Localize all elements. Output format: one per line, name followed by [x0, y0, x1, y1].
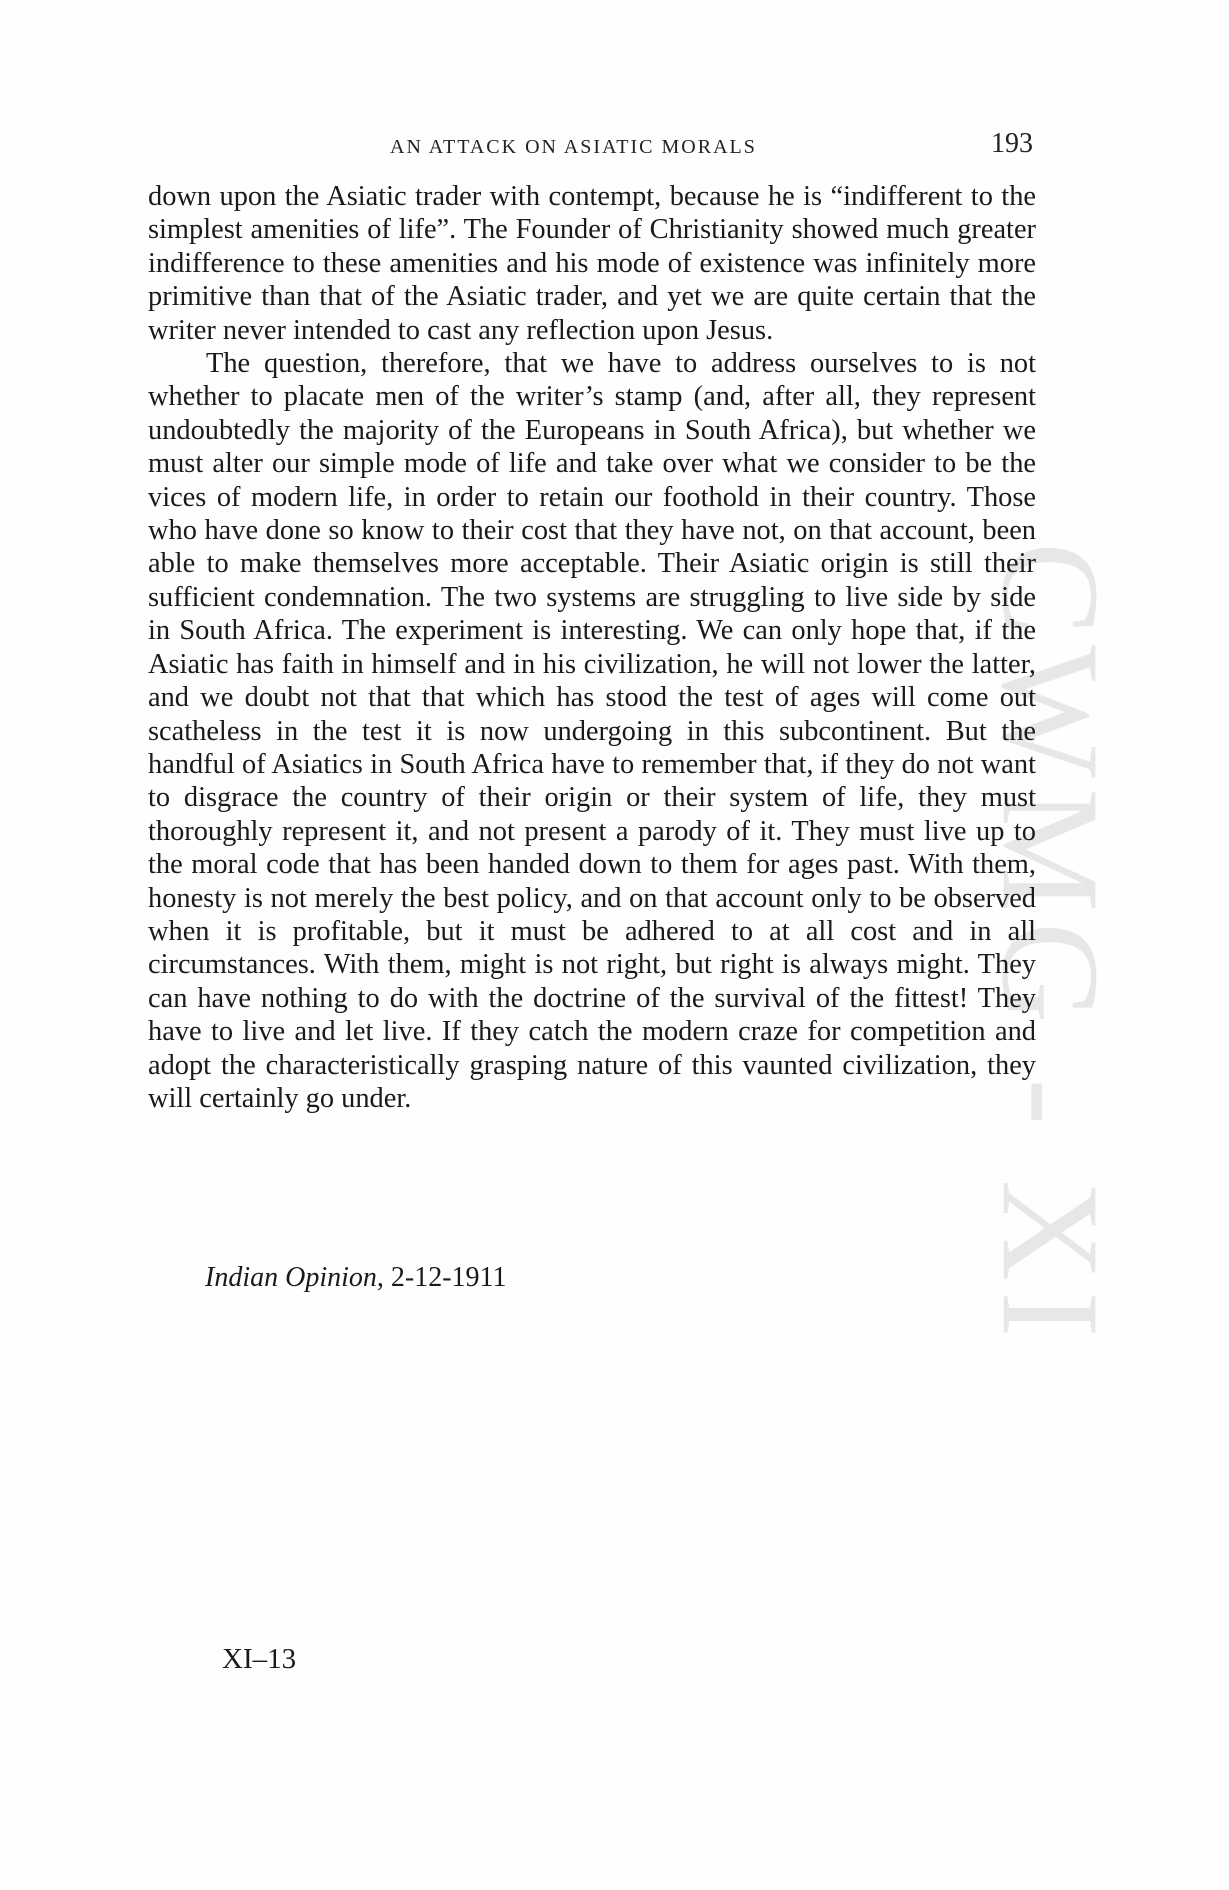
watermark-text: CWMG - XI: [973, 542, 1129, 1348]
paragraph-continuation: down upon the Asiatic trader with contempt, because he is “indifferent to the simplest amenities of life”. The Founder of Christianity showed much greater indifference to these amenities and his mode of existence was infinitely more primitive than that of the Asiatic trader, and yet we are quite certain that the writer never intended to cast any reflection upon Jesus.: [148, 181, 1036, 346]
citation-separator: ,: [376, 1262, 384, 1293]
body-text: [148, 180, 1036, 1115]
publication-date: 2-12-1911: [390, 1262, 507, 1293]
paragraph-main: The question, therefore, that we have to address ourselves to is not whether to placate men of the writer’s stamp (and, after all, they represent undoubtedly the majority of the Europeans in South Africa), but whether we must alter our simple mode of life and take over what we consider to be the vices of modern life, in order to retain our foothold in their country. Those who have done so know to their cost that they have not, on that account, been able to make themselves more acceptable. Their Asiatic origin is still their sufficient condemnation. The two systems are struggling to live side by side in South Africa. The experiment is interesting. We can only hope that, if the Asiatic has faith in himself and in his civilization, he will not lower the latter, and we doubt not that that which has stood the test of ages will come out scatheless in the test it is now undergoing in this subcontinent. But the handful of Asiatics in South Africa have to remember that, if they do not want to disgrace the country of their origin or their system of life, they must thoroughly represent it, and not present a parody of it. They must live up to the moral code that has been handed down to them for ages past. With them, honesty is not merely the best policy, and on that account only to be observed when it is profitable, but it must be adhered to at all cost and in all circumstances. With them, might is not right, but right is always might. They can have nothing to do with the doctrine of the survival of the fittest! They have to live and let live. If they catch the modern craze for competition and adopt the characteristically grasping nature of this vaunted civilization, they will certainly go under.: [148, 348, 1036, 1114]
volume-signature-mark: XI–13: [222, 1643, 297, 1675]
source-citation: [205, 1262, 507, 1294]
page-number: 193: [991, 128, 1033, 159]
running-title: AN ATTACK ON ASIATIC MORALS: [390, 136, 757, 158]
publication-name: Indian Opinion: [205, 1262, 377, 1293]
